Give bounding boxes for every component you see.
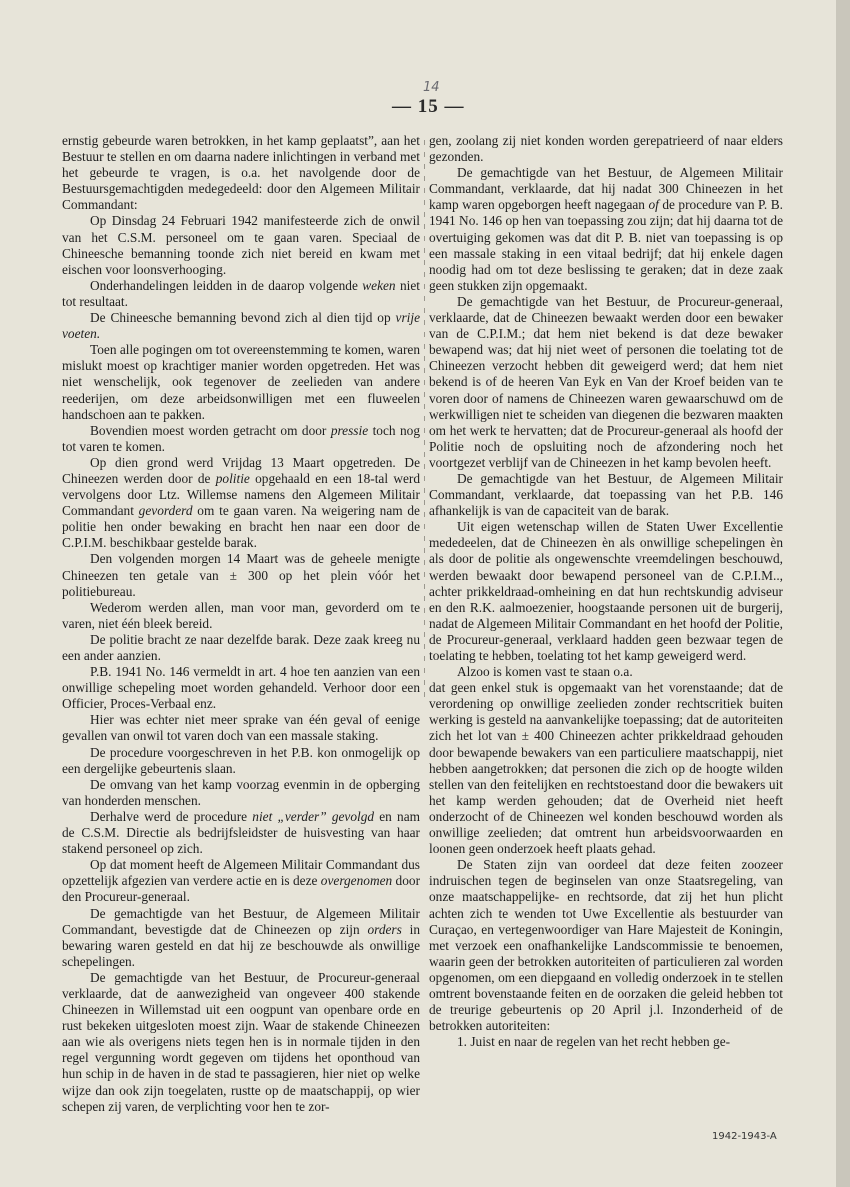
paragraph: De Staten zijn van oordeel dat deze feiten zoozeer indruischen tegen de beginselen van onze Staatsregeling, van onze maatschappelijke- en rechtsorde, dat zij het hun plicht achten zich te wenden tot Uwe Excellentie als bestuurder van Curaçao, en vertegenwoordiger van Hare Majesteit de Koningin, met verzoek een onafhankelijke Landscommissie te benoemen, waarin geen der betrokken autoriteiten of particulieren zal worden opgenomen, om een diepgaand en volledig onderzoek in te stellen omtrent bovenstaande feiten en de oorzaken die geleid hebben tot de treurige gebeurtenis op 20 April j.l. Inzonderheid of de betrokken autoriteiten: [429,857,783,1034]
archive-code: 1942-1943-A [712,1131,777,1142]
paragraph: Wederom werden allen, man voor man, gevorderd om te varen, niet één bleek bereid. [62,599,420,631]
paragraph: ernstig gebeurde waren betrokken, in het kamp geplaatst”, aan het Bestuur te stellen en om daarna nadere inlichtingen in verband met het gebeurde te vragen, is o.a. het navolgende door de Bestuursgemachtigden medegedeeld: door den Algemeen Militair Commandant: [62,133,420,213]
paragraph: Op dien grond werd Vrijdag 13 Maart opgetreden. De Chineezen werden door de politie opgehaald en een 18-tal werd vervolgens door Ltz. Willemse namens den Algemeen Militair Commandant gevorderd om te gaan varen. Na weigering nam de politie hen onder bewaking en bracht hen naar een door de C.P.I.M. beschikbaar gestelde barak. [62,454,420,551]
page-edge [836,0,850,1187]
right-column [429,133,783,1050]
paragraph: gen, zoolang zij niet konden worden gerepatrieerd of naar elders gezonden. [429,133,783,165]
handwritten-page-number: 14 [423,80,440,95]
left-column [62,133,420,1115]
paragraph: Op Dinsdag 24 Februari 1942 manifesteerde zich de onwil van het C.S.M. personeel om te gaan varen. Speciaal de Chineesche bemanning toonde zich niet bereid en kwam met eischen voor loonsverhooging. [62,213,420,277]
paragraph: De Chineesche bemanning bevond zich al dien tijd op vrije voeten. [62,310,420,342]
paragraph: dat geen enkel stuk is opgemaakt van het vorenstaande; dat de verordening op onwillige zeelieden zonder rechtscritiek buiten werking is gesteld na aanvankelijke toepassing; dat de autoriteiten zich het lot van ± 400 Chineezen achter prikkeldraad gehouden door bewapende bewakers van een particuliere maatschappij, niet hebben aangetrokken; dat personen die zich op de hoogte wilden stellen van den feitelijken en rechtstoestand door die bewakers uit het kamp werden gehouden; dat de Overheid niet heeft onderzocht of de Chineezen wel konden beschouwd worden als onwillige zeelieden; dat omtrent hun arbeidsvoorwaarden en loonen geen onderzoek heeft plaats gehad. [429,680,783,857]
paragraph: De procedure voorgeschreven in het P.B. kon onmogelijk op een dergelijke gebeurtenis slaan. [62,744,420,776]
paragraph: Hier was echter niet meer sprake van één geval of eenige gevallen van onwil tot varen doch van een massale staking. [62,712,420,744]
paragraph: 1. Juist en naar de regelen van het recht hebben ge- [457,1034,731,1050]
paragraph: Alzoo is komen vast te staan o.a. [457,664,633,680]
page-number: — 15 — [392,96,465,117]
paragraph: Op dat moment heeft de Algemeen Militair Commandant dus opzettelijk afgezien van verdere actie en is deze overgenomen door den Procureur-generaal. [62,857,421,905]
paragraph: Uit eigen wetenschap willen de Staten Uwer Excellentie mededeelen, dat de Chineezen èn als onwillige schepelingen èn als door de politie als ongewenschte vreemdelingen beschouwd, werden bewaakt door bewapend personeel van de C.P.I.M.., achter prikkeldraad-omheining en dat hun rechtskundig adviseur en den R.K. aalmoezenier, hoogstaande personen uit de burgerij, nadat de Algemeen Militair Commandant en het hoofd der Politie, de Procureur-generaal, verklaard hadden geen bezwaar tegen de toelating te hebben, toelating tot het kamp geweigerd werd. [429,519,783,663]
paragraph: P.B. 1941 No. 146 vermeldt in art. 4 hoe ten aanzien van een onwillige schepeling moet worden gehandeld. Verhoor door een Officier, Proces-Verbaal enz. [62,664,420,712]
paragraph: De gemachtigde van het Bestuur, de Procureur-generaal, verklaarde, dat de Chineezen bewaakt werden door een bewaker van de C.P.I.M.; dat hem niet bekend is dat deze bewaker bewapend was; dat hij niet weet of personen die toelating tot de Chineezen verzocht hebben dit geweigerd werd; dat hem niet bekend is of de heeren Van Eyk en Van der Kroef beiden van te voren door of namens de Chineezen waren gewaarschuwd om de werkwilligen niet te scheiden van diegenen die bezwaren maakten om het werk te hervatten; dat de Procureur-generaal als hoofd der Politie noch de opsluiting noch de afzondering noch het voortgezet verblijf van de Chineezen in het kamp bevolen heeft. [429,293,783,470]
paragraph: De gemachtigde van het Bestuur, de Algemeen Militair Commandant, verklaarde, dat hij nadat 300 Chineezen in het kamp waren opgeborgen heeft nagegaan of de procedure van P. B. 1941 No. 146 op hen van toepassing zou zijn; dat hij daarna tot de overtuiging gekomen was dat dit P. B. niet van toepassing is op een massale staking in een vitaal bedrijf; dat hij enkele dagen noodig had om tot deze beslissing te geraken; dat in deze zaak geen stukken zijn opgemaakt. [429,165,783,293]
paragraph: De gemachtigde van het Bestuur, de Algemeen Militair Commandant, bevestigde dat de Chineezen op zijn orders in bewaring waren gesteld en dat hij ze beschouwde als onwillige schepelingen. [62,905,420,969]
paragraph: De politie bracht ze naar dezelfde barak. Deze zaak kreeg nu een ander aanzien. [62,631,420,663]
paragraph: Derhalve werd de procedure niet „verder” gevolgd en nam de C.S.M. Directie als bedrijfsleidster de huisvesting van haar stakend personeel op zich. [62,808,421,857]
paragraph: Den volgenden morgen 14 Maart was de geheele menigte Chineezen ten getale van ± 300 op het plein vóór het politiebureau. [62,551,420,599]
paragraph: Onderhandelingen leidden in de daarop volgende weken niet tot resultaat. [62,277,420,309]
paragraph: De omvang van het kamp voorzag evenmin in de opberging van honderden menschen. [62,776,420,808]
paragraph: Toen alle pogingen om tot overeenstemming te komen, waren mislukt moest op krachtiger manier worden opgetreden. Het was niet wenschelijk, ook tegenover de zeelieden van andere reederijen, om deze arbeidsonwilligen met een fluweelen handschoen aan te pakken. [62,342,420,422]
paragraph: De gemachtigde van het Bestuur, de Procureur-generaal verklaarde, dat de aanwezigheid van ongeveer 400 stakende Chineezen in Willemstad uit een oogpunt van openbare orde en rust bekeken uitgesloten moest zijn. Waar de stakende Chineezen aan wie als overigens niets tegen hen is in normale tijden in den regel vergunning wordt gegeven om tijdens het oponthoud van hun schip in de haven in de stad te passagieren, hier niet op welke wijze dan ook zijn toegelaten, rustte op de maatschappij, op wier schepen zij varen, de verplichting voor hen te zor- [62,969,420,1114]
column-divider [424,140,425,700]
paragraph: Bovendien moest worden getracht om door pressie toch nog tot varen te komen. [62,422,420,454]
paragraph: De gemachtigde van het Bestuur, de Algemeen Militair Commandant, verklaarde, dat toepassing van het P.B. 146 afhankelijk is van de capaciteit van de barak. [429,470,783,519]
